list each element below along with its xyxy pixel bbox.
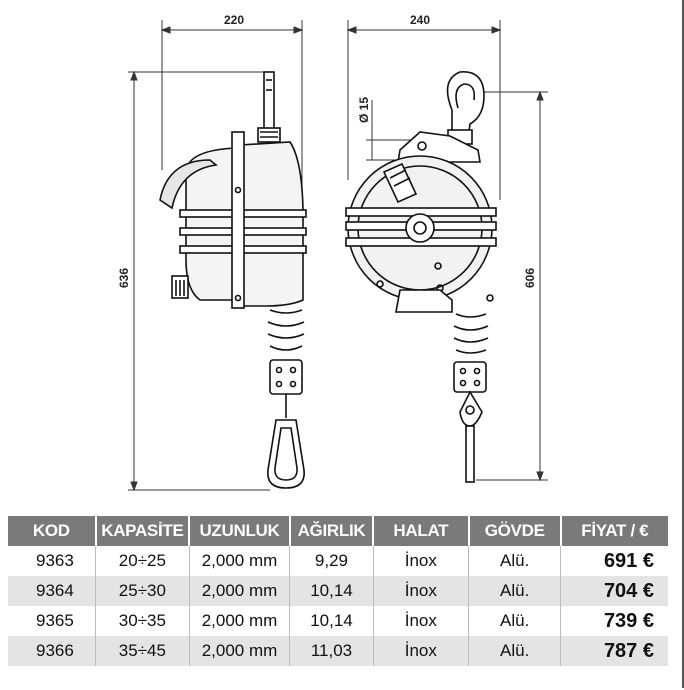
dim-width-left: 220 [223,13,245,27]
cell-kod: 9364 [8,576,96,606]
spec-table [8,516,668,666]
cell-uzunluk: 2,000 mm [189,546,290,576]
table-row [8,576,668,606]
cell-agirlik: 11,03 [290,636,373,666]
header-fiyat: FİYAT / € [561,516,668,546]
cell-kapasite: 25÷30 [96,576,189,606]
cell-halat: İnox [373,576,469,606]
table-row [8,636,668,666]
cell-govde: Alü. [469,546,561,576]
cell-uzunluk: 2,000 mm [189,606,290,636]
cell-uzunluk: 2,000 mm [189,576,290,606]
header-govde: GÖVDE [469,516,561,546]
table-header-row [8,516,668,546]
dim-height-right: 606 [523,267,537,289]
cell-fiyat: 739 € [561,606,668,636]
cell-kod: 9363 [8,546,96,576]
header-agirlik: AĞIRLIK [290,516,373,546]
cell-kod: 9365 [8,606,96,636]
dim-height-left: 636 [117,267,131,289]
dim-width-right: 240 [409,13,431,27]
cell-kod: 9366 [8,636,96,666]
header-kod: KOD [8,516,96,546]
cell-govde: Alü. [469,636,561,666]
balancer-side-view [160,72,306,488]
cell-halat: İnox [373,546,469,576]
cell-halat: İnox [373,606,469,636]
cell-kapasite: 20÷25 [96,546,189,576]
header-halat: HALAT [373,516,469,546]
cell-agirlik: 10,14 [290,606,373,636]
cell-govde: Alü. [469,576,561,606]
cell-kapasite: 35÷45 [96,636,189,666]
header-uzunluk: UZUNLUK [189,516,290,546]
header-kapasite: KAPASİTE [96,516,189,546]
cell-kapasite: 30÷35 [96,606,189,636]
cell-fiyat: 691 € [561,546,668,576]
cell-fiyat: 787 € [561,636,668,666]
cell-fiyat: 704 € [561,576,668,606]
cell-agirlik: 9,29 [290,546,373,576]
cell-halat: İnox [373,636,469,666]
dim-diameter: Ø 15 [357,96,371,124]
balancer-front-view [346,72,496,482]
cell-uzunluk: 2,000 mm [189,636,290,666]
table-row [8,546,668,576]
table-row [8,606,668,636]
cell-govde: Alü. [469,606,561,636]
cell-agirlik: 10,14 [290,576,373,606]
